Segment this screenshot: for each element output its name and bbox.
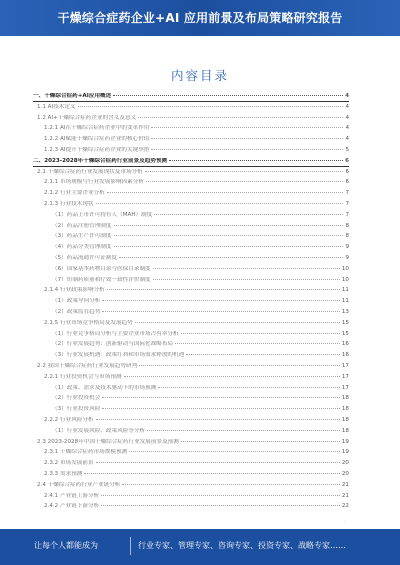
toc-entry-title: 1.1 AI技术定义 <box>37 103 76 110</box>
toc-leader-dots <box>101 505 340 506</box>
toc-entry-page: 7 <box>345 190 349 197</box>
toc-entry-page: 19 <box>341 438 349 445</box>
footer-divider <box>130 537 131 555</box>
toc-entry[interactable] <box>33 93 349 100</box>
toc-entry-title: 1.2.1 AI在干燥综合症药企业中的变革作用 <box>44 125 150 132</box>
toc-entry-page: 18 <box>341 395 349 402</box>
footer-lead: 让每个人都能成为 <box>34 541 98 550</box>
toc-entry-title: 2.3.1 干燥综合症药市场规模预测 <box>44 449 128 456</box>
toc-entry-page: 17 <box>341 373 349 380</box>
toc-entry[interactable] <box>37 104 349 111</box>
header-banner <box>0 0 400 36</box>
toc-entry-title: （1）政策、需求及技术驱动下的市场预测 <box>52 384 157 391</box>
toc-entry-page: 18 <box>341 417 349 423</box>
toc-entry[interactable] <box>44 201 349 208</box>
toc-entry-page: 7 <box>345 201 349 207</box>
toc-entry-page: 8 <box>345 233 349 240</box>
toc-entry[interactable] <box>44 449 349 456</box>
toc-entry[interactable] <box>52 352 349 359</box>
toc-entry-title: 2.1.1 市场规模与行业发展影响因素分析 <box>44 179 144 186</box>
toc-entry-page: 7 <box>345 211 349 218</box>
toc-leader-dots <box>96 203 344 204</box>
toc-entry-title: （5）药品流通许可证制度 <box>52 255 118 261</box>
toc-entry-title: （3）药品生产许可制度 <box>52 233 112 240</box>
toc-entry-title: （3）行业投资风险 <box>52 406 101 413</box>
toc-entry[interactable] <box>44 136 349 143</box>
toc-entry-title: 2.3 2023-2028年中国干燥综合症药行业发展前景及预测 <box>37 438 179 445</box>
toc-entry-page: 4 <box>345 114 349 121</box>
toc-entry[interactable] <box>44 503 349 510</box>
toc-leader-dots <box>146 181 344 182</box>
toc-entry[interactable] <box>52 309 349 316</box>
toc-leader-dots <box>78 106 344 107</box>
toc-leader-dots <box>186 354 340 355</box>
toc-entry-page: 17 <box>341 384 349 391</box>
toc-entry[interactable] <box>37 482 349 489</box>
toc-entry-page: 21 <box>341 492 349 499</box>
toc-entry[interactable] <box>44 190 349 197</box>
toc-leader-dots <box>84 473 339 474</box>
toc-leader-dots <box>151 127 343 128</box>
toc-leader-dots <box>107 289 340 290</box>
toc-leader-dots <box>113 95 343 96</box>
toc-entry[interactable] <box>52 244 349 251</box>
toc-entry-title: 2.1.2 行业主要企业分析 <box>44 190 105 197</box>
toc-leader-dots <box>119 257 343 258</box>
toc-entry-page: 4 <box>345 103 349 110</box>
toc-entry-page: 18 <box>341 406 349 413</box>
toc-entry[interactable] <box>37 439 349 446</box>
page-marker: · <box>344 519 346 525</box>
toc-entry-title: （3）行业发展机遇：政策红利和市场需求释放的机遇 <box>52 352 185 359</box>
toc-entry-page: 8 <box>345 222 349 229</box>
toc-entry-page: 13 <box>341 309 349 315</box>
toc-entry-title: 2.2.1 行业投资机会与市场预测 <box>44 373 122 380</box>
toc-entry-title: 2.1.5 行业市场竞争格局及发展趋势 <box>44 319 133 326</box>
toc-entry-title: （4）药品分类管理制度 <box>52 244 112 251</box>
toc-entry[interactable] <box>44 179 349 186</box>
toc-entry-title: 1.2.3 AI提升干燥综合症药企业的关键举措 <box>44 147 150 153</box>
toc-entry-page: 18 <box>341 427 349 434</box>
toc-entry-title: （2）政策监管趋势 <box>52 309 101 315</box>
toc-entry-title: 2.1.3 行业技术现状 <box>44 201 94 207</box>
toc-entry[interactable] <box>52 233 349 240</box>
toc-entry[interactable] <box>44 147 349 154</box>
toc-entry-title: 2.1 干燥综合症药行业发展现状及市场分析 <box>37 168 143 175</box>
toc-leader-dots <box>181 333 340 334</box>
report-title: 干燥综合症药企业+AI 应用前景及布局策略研究报告 <box>57 11 343 25</box>
toc-entry-page: 4 <box>345 125 349 132</box>
toc-leader-dots <box>147 430 340 431</box>
toc-heading: 内容目录 <box>170 68 229 83</box>
toc-entry[interactable] <box>37 169 349 176</box>
toc-entry[interactable] <box>37 363 349 370</box>
toc-entry-title: （2）行业发展趋势：创新驱动与国际化战略布局 <box>52 341 174 348</box>
toc-entry[interactable] <box>52 255 349 262</box>
toc-entry-page: 5 <box>345 147 349 153</box>
toc-entry[interactable] <box>44 125 349 132</box>
toc-entry-title: （1）行业发展风险、政策风险等分析 <box>52 427 146 434</box>
toc-leader-dots <box>114 235 344 236</box>
toc-entry[interactable] <box>44 460 349 467</box>
toc-leader-dots <box>139 365 340 366</box>
toc-leader-dots <box>102 408 340 409</box>
toc-entry-page: 4 <box>345 136 349 143</box>
toc-leader-dots <box>129 451 340 452</box>
toc-leader-dots <box>124 376 340 377</box>
toc-leader-dots <box>102 311 340 312</box>
toc-entry-page: 20 <box>341 460 349 467</box>
toc-leader-dots <box>181 441 340 442</box>
toc-entry-title: 2.3.2 市场发展前景 <box>44 460 94 467</box>
toc-leader-dots <box>96 419 340 420</box>
toc-entry-title: （2）药品注册管理制度 <box>52 222 112 229</box>
toc-entry-page: 22 <box>341 503 349 510</box>
toc-entry[interactable] <box>44 471 349 478</box>
toc-entry[interactable] <box>44 493 349 500</box>
toc-entry-title: （2）行业投资机会 <box>52 395 101 402</box>
toc-leader-dots <box>135 322 340 323</box>
toc-entry-title: 2.2 我国干燥综合症药行业发展趋势研判 <box>37 363 138 369</box>
toc-leader-dots <box>114 225 344 226</box>
toc-entry-page: 6 <box>345 157 349 164</box>
toc-entry-page: 21 <box>341 481 349 488</box>
toc-leader-dots <box>151 149 343 150</box>
toc-entry[interactable] <box>44 320 349 327</box>
toc-entry-title: （1）行业竞争格局分析与主要企业市场占有率分析 <box>52 330 179 337</box>
toc-entry[interactable] <box>52 223 349 230</box>
table-of-contents <box>0 93 400 514</box>
toc-entry-page: 16 <box>341 352 349 359</box>
toc-entry-page: 20 <box>341 471 349 477</box>
toc-entry[interactable] <box>52 212 349 219</box>
toc-entry[interactable] <box>52 331 349 338</box>
toc-entry[interactable] <box>52 385 349 392</box>
toc-entry[interactable] <box>44 287 349 294</box>
toc-entry[interactable] <box>52 395 349 402</box>
toc-entry-title: 2.1.4 行业政策影响分析 <box>44 287 105 294</box>
toc-entry-title: 2.4.1 产业链上游分析 <box>44 492 100 499</box>
toc-entry[interactable] <box>52 298 349 305</box>
toc-entry-title: 2.4 干燥综合症药行业产业链分析 <box>37 481 121 488</box>
toc-entry-page: 19 <box>341 449 349 456</box>
toc-entry-title: 二、2023-2028年干燥综合症药行业前景及趋势预测 <box>33 157 168 164</box>
toc-leader-dots <box>114 246 344 247</box>
toc-leader-dots <box>153 279 340 280</box>
footer-tags: 行业专家、管理专家、咨询专家、投资专家、战略专家…… <box>138 541 346 550</box>
toc-entry-page: 10 <box>341 276 349 283</box>
toc-entry-page: 11 <box>341 287 349 294</box>
toc-leader-dots <box>101 495 340 496</box>
toc-entry[interactable] <box>44 374 349 381</box>
toc-leader-dots <box>154 214 343 215</box>
toc-entry-title: 2.4.2 产业链下游分析 <box>44 503 100 510</box>
toc-entry[interactable] <box>33 158 349 165</box>
toc-entry-title: （1）政策导向分析 <box>52 298 101 305</box>
toc-leader-dots <box>102 300 340 301</box>
toc-entry-title: 2.3.3 需求预测 <box>44 471 83 477</box>
toc-entry-title: （7）仿制药质量和疗效一致性评价制度 <box>52 276 151 283</box>
toc-leader-dots <box>153 268 340 269</box>
toc-leader-dots <box>151 138 343 139</box>
toc-entry-title: （1）药品上市许可持有人（MAH）制度 <box>52 211 153 218</box>
toc-entry-title: 1.2.2 AI赋能干燥综合症药企业的核心价值 <box>44 136 150 143</box>
toc-leader-dots <box>145 171 344 172</box>
toc-entry-page: 17 <box>341 363 349 369</box>
toc-entry-page: 4 <box>345 93 349 99</box>
toc-entry[interactable] <box>52 277 349 284</box>
toc-entry-page: 15 <box>341 319 349 326</box>
footer-banner <box>0 529 400 565</box>
toc-entry-page: 16 <box>341 341 349 348</box>
toc-entry[interactable] <box>44 417 349 424</box>
toc-entry-page: 6 <box>345 179 349 186</box>
toc-leader-dots <box>96 462 340 463</box>
toc-entry[interactable] <box>52 428 349 435</box>
toc-entry[interactable] <box>52 406 349 413</box>
toc-leader-dots <box>138 117 343 118</box>
toc-leader-dots <box>175 343 340 344</box>
toc-entry-page: 9 <box>345 255 349 261</box>
toc-entry-title: 2.2.2 行业风险分析 <box>44 417 94 423</box>
toc-entry-title: 一、干燥综合症药+AI应用概述 <box>33 93 112 99</box>
toc-leader-dots <box>169 160 343 161</box>
toc-entry[interactable] <box>37 115 349 122</box>
toc-entry-title: （6）国家基本药物目录与医保目录制度 <box>52 265 151 272</box>
toc-leader-dots <box>102 397 340 398</box>
toc-entry-page: 9 <box>345 244 349 251</box>
toc-entry[interactable] <box>52 266 349 273</box>
toc-entry-title: 1.2 AI+干燥综合症药企业的含义及意义 <box>37 114 137 121</box>
toc-entry[interactable] <box>52 341 349 348</box>
toc-leader-dots <box>158 387 340 388</box>
toc-entry-page: 6 <box>345 168 349 175</box>
toc-entry-page: 15 <box>341 330 349 337</box>
toc-entry-page: 10 <box>341 265 349 272</box>
toc-leader-dots <box>107 192 344 193</box>
toc-leader-dots <box>122 484 339 485</box>
toc-entry-page: 11 <box>341 298 349 305</box>
